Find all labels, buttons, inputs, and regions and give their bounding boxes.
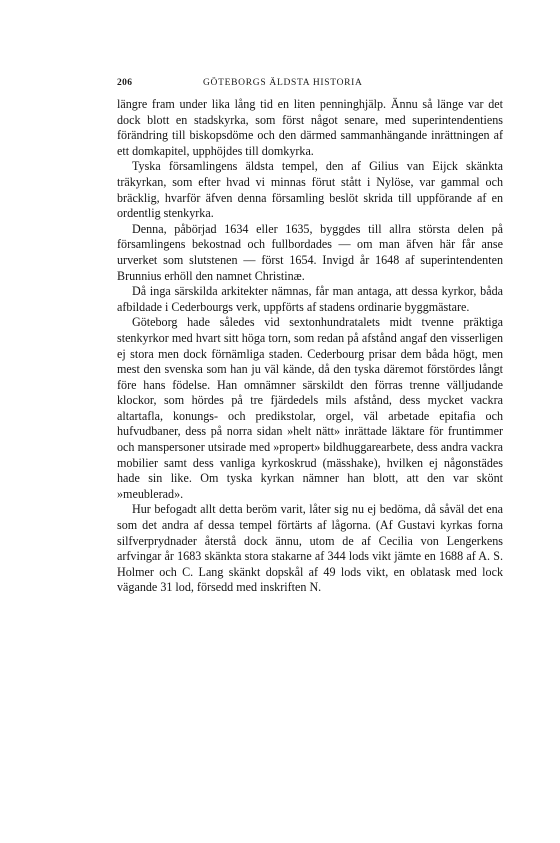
paragraph: längre fram under lika lång tid en liten penninghjälp. Ännu så länge var det dock blott en stadskyrka, som först något senare, med superintendentiens förändring till biskopsdöme och den därmed sammanhängande inrättningen af ett domkapitel, upphöjdes till domkyrka. xyxy=(117,97,503,158)
body-text xyxy=(117,97,503,596)
paragraph: Göteborg hade således vid sextonhundratalets midt tvenne präktiga stenkyrkor med hvart sitt höga torn, som redan på afstånd angaf den visserligen ej stora men dock förnämliga staden. Cederbourg prisar dem båda högt, men mest den svenska som han ju väl kände, då den tyska däremot förstördes långt före hans födelse. Han omnämner särskildt den förras trenne välljudande klockor, som hördes på tre fjärdedels mils afstånd, dess mycket vackra altartafla, konungs- och predikstolar, orgel, väl arbetade epitafia och hufvudbaner, dess på norra sidan »helt nätt» inrättade läktare för fruntimmer och manspersoner utsirade med »propert» bildhuggarearbete, dess andra vackra mobilier samt dess vanliga kyrkoskrud (mässhake), hvilken ej någonstädes hade sin like. Om tyska kyrkan nämner han blott, att den var skönt »meublerad». xyxy=(117,315,503,501)
paragraph: Då inga särskilda arkitekter nämnas, får man antaga, att dessa kyrkor, båda afbildade i Cederbourgs verk, uppförts af stadens ordinarie byggmästare. xyxy=(117,284,503,314)
running-title: GÖTEBORGS ÄLDSTA HISTORIA xyxy=(203,78,363,88)
paragraph: Hur befogadt allt detta beröm varit, låter sig nu ej bedöma, då såväl det ena som det andra af dessa tempel förtärts af lågorna. (Af Gustavi kyrkas forna silfverprydnader återstå dock ännu, utom de af Cecilia von Lengerkens arfvingar år 1683 skänkta stora stakarne af 344 lods vikt jämte en 1688 af A. S. Holmer och C. Lang skänkt dopskål af 49 lods vikt, en oblatask med lock vägande 31 lod, försedd med inskriften N. xyxy=(117,502,503,595)
page-number: 206 xyxy=(117,78,133,88)
paragraph: Tyska församlingens äldsta tempel, den af Gilius van Eijck skänkta träkyrkan, som efter hvad vi minnas förut stått i Nylöse, var gammal och bräcklig, hvarför äfven denna församling beslöt skrida till uppförande af en ordentlig stenkyrka. xyxy=(117,159,503,221)
running-header xyxy=(117,78,507,94)
paragraph: Denna, påbörjad 1634 eller 1635, byggdes till allra största delen på församlingens bekostnad och fullbordades — om man äfven här får anse urverket som slutstenen — först 1654. Invigd år 1648 af superintendenten Brunnius erhöll den namnet Christinæ. xyxy=(117,221,503,283)
